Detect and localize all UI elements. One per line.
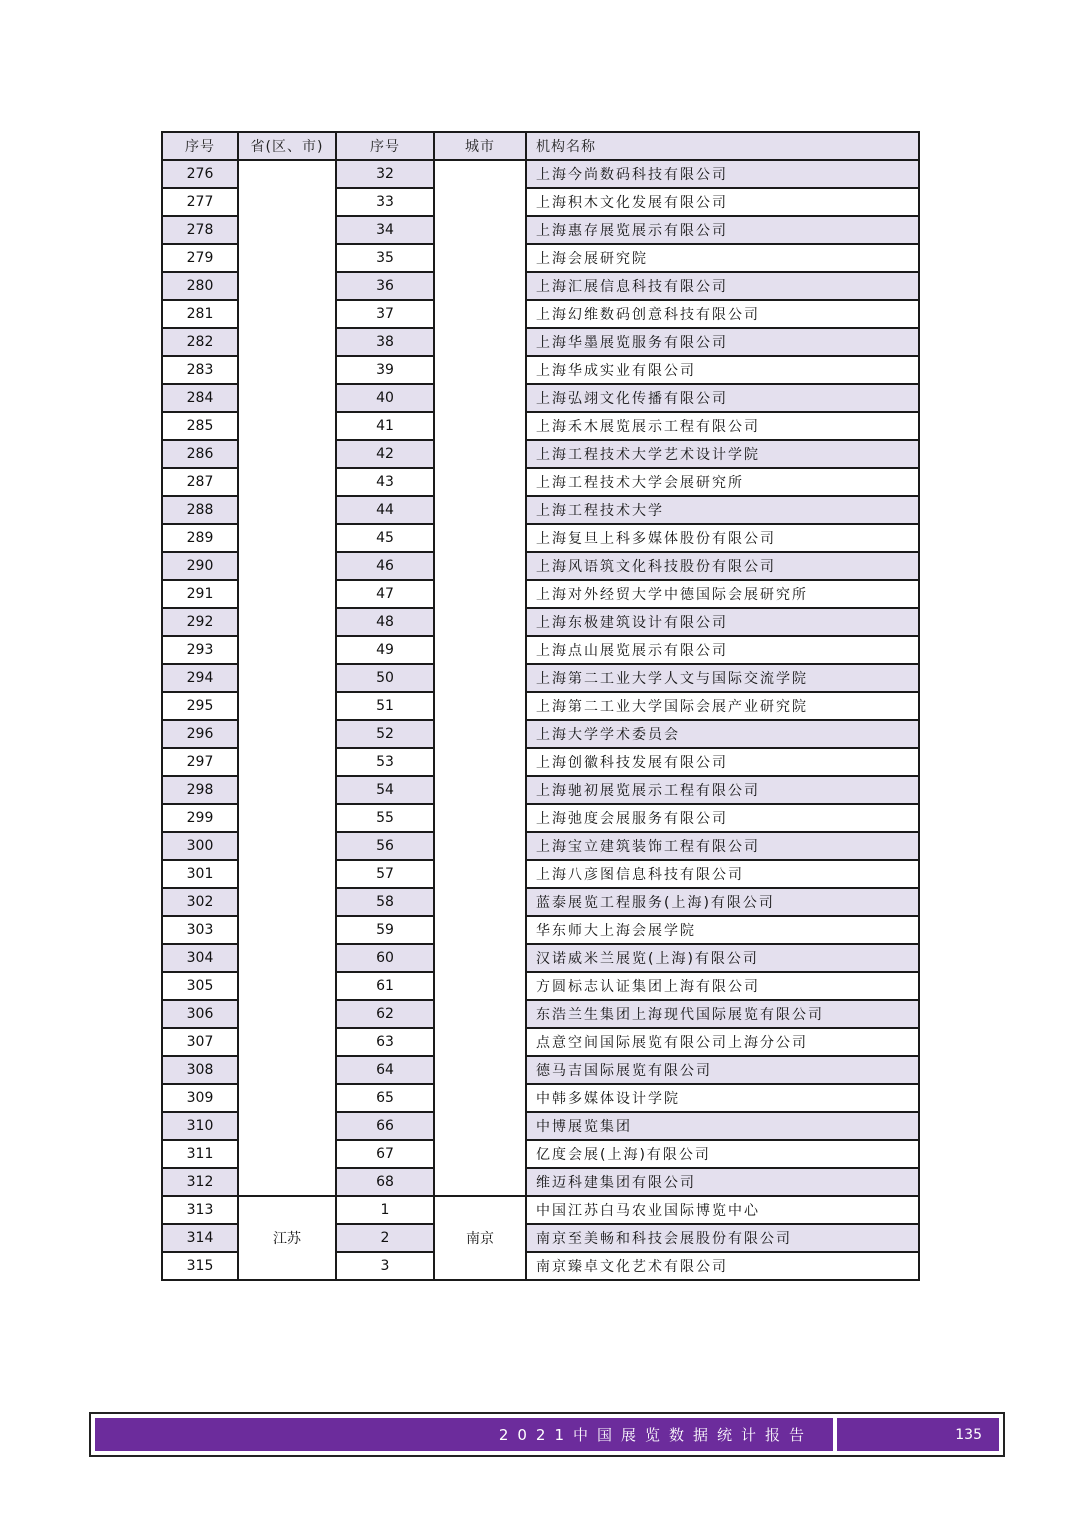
cell-sub-seq: 42 [336, 440, 434, 468]
cell-sub-seq: 53 [336, 748, 434, 776]
cell-org-name: 上海点山展览展示有限公司 [526, 636, 919, 664]
cell-org-name: 上海第二工业大学人文与国际交流学院 [526, 664, 919, 692]
cell-org-name: 上海工程技术大学艺术设计学院 [526, 440, 919, 468]
cell-seq: 298 [162, 776, 238, 804]
cell-seq: 311 [162, 1140, 238, 1168]
cell-sub-seq: 55 [336, 804, 434, 832]
cell-seq: 301 [162, 860, 238, 888]
cell-seq: 294 [162, 664, 238, 692]
cell-org-name: 上海大学学术委员会 [526, 720, 919, 748]
cell-sub-seq: 46 [336, 552, 434, 580]
cell-sub-seq: 51 [336, 692, 434, 720]
cell-sub-seq: 57 [336, 860, 434, 888]
footer-title-bar [95, 1418, 833, 1451]
cell-org-name: 上海驰初展览展示工程有限公司 [526, 776, 919, 804]
cell-seq: 307 [162, 1028, 238, 1056]
cell-org-name: 上海禾木展览展示工程有限公司 [526, 412, 919, 440]
cell-sub-seq: 62 [336, 1000, 434, 1028]
cell-sub-seq: 43 [336, 468, 434, 496]
cell-org-name: 上海华成实业有限公司 [526, 356, 919, 384]
cell-sub-seq: 40 [336, 384, 434, 412]
cell-org-name: 点意空间国际展览有限公司上海分公司 [526, 1028, 919, 1056]
cell-seq: 293 [162, 636, 238, 664]
cell-org-name: 上海汇展信息科技有限公司 [526, 272, 919, 300]
cell-city [434, 160, 526, 1196]
page-number: 135 [955, 1426, 982, 1443]
cell-sub-seq: 56 [336, 832, 434, 860]
cell-org-name: 上海幻维数码创意科技有限公司 [526, 300, 919, 328]
cell-sub-seq: 32 [336, 160, 434, 188]
cell-org-name: 上海惠存展览展示有限公司 [526, 216, 919, 244]
footer-page-bar [837, 1418, 999, 1451]
cell-sub-seq: 54 [336, 776, 434, 804]
cell-org-name: 上海工程技术大学 [526, 496, 919, 524]
cell-sub-seq: 58 [336, 888, 434, 916]
cell-seq: 305 [162, 972, 238, 1000]
cell-seq: 312 [162, 1168, 238, 1196]
cell-org-name: 上海第二工业大学国际会展产业研究院 [526, 692, 919, 720]
cell-seq: 283 [162, 356, 238, 384]
cell-org-name: 上海华墨展览服务有限公司 [526, 328, 919, 356]
cell-org-name: 中韩多媒体设计学院 [526, 1084, 919, 1112]
cell-org-name: 上海今尚数码科技有限公司 [526, 160, 919, 188]
cell-seq: 315 [162, 1252, 238, 1280]
cell-sub-seq: 63 [336, 1028, 434, 1056]
cell-sub-seq: 2 [336, 1224, 434, 1252]
cell-org-name: 维迈科建集团有限公司 [526, 1168, 919, 1196]
header-sub-seq: 序号 [336, 132, 434, 160]
cell-org-name: 东浩兰生集团上海现代国际展览有限公司 [526, 1000, 919, 1028]
cell-province: 江苏 [238, 1196, 336, 1280]
cell-seq: 310 [162, 1112, 238, 1140]
cell-sub-seq: 35 [336, 244, 434, 272]
cell-org-name: 德马吉国际展览有限公司 [526, 1056, 919, 1084]
report-title: 2021中国展览数据统计报告 [498, 1426, 813, 1444]
cell-seq: 304 [162, 944, 238, 972]
cell-seq: 281 [162, 300, 238, 328]
header-city: 城市 [434, 132, 526, 160]
cell-org-name: 方圆标志认证集团上海有限公司 [526, 972, 919, 1000]
cell-org-name: 上海弛度会展服务有限公司 [526, 804, 919, 832]
cell-seq: 278 [162, 216, 238, 244]
cell-sub-seq: 3 [336, 1252, 434, 1280]
cell-sub-seq: 36 [336, 272, 434, 300]
cell-seq: 303 [162, 916, 238, 944]
table-row [162, 1196, 919, 1224]
cell-sub-seq: 39 [336, 356, 434, 384]
page-footer [89, 1412, 1005, 1457]
cell-org-name: 中博展览集团 [526, 1112, 919, 1140]
cell-sub-seq: 66 [336, 1112, 434, 1140]
cell-seq: 302 [162, 888, 238, 916]
cell-org-name: 上海积木文化发展有限公司 [526, 188, 919, 216]
cell-org-name: 上海对外经贸大学中德国际会展研究所 [526, 580, 919, 608]
cell-sub-seq: 59 [336, 916, 434, 944]
cell-sub-seq: 34 [336, 216, 434, 244]
cell-org-name: 上海宝立建筑装饰工程有限公司 [526, 832, 919, 860]
cell-org-name: 上海弘翊文化传播有限公司 [526, 384, 919, 412]
cell-seq: 288 [162, 496, 238, 524]
cell-sub-seq: 52 [336, 720, 434, 748]
cell-city: 南京 [434, 1196, 526, 1280]
cell-seq: 308 [162, 1056, 238, 1084]
cell-sub-seq: 45 [336, 524, 434, 552]
cell-seq: 277 [162, 188, 238, 216]
cell-province [238, 160, 336, 1196]
cell-seq: 284 [162, 384, 238, 412]
cell-sub-seq: 65 [336, 1084, 434, 1112]
cell-seq: 286 [162, 440, 238, 468]
cell-seq: 300 [162, 832, 238, 860]
cell-seq: 276 [162, 160, 238, 188]
cell-seq: 285 [162, 412, 238, 440]
cell-sub-seq: 37 [336, 300, 434, 328]
cell-org-name: 上海会展研究院 [526, 244, 919, 272]
cell-org-name: 亿度会展(上海)有限公司 [526, 1140, 919, 1168]
cell-seq: 279 [162, 244, 238, 272]
cell-seq: 295 [162, 692, 238, 720]
cell-sub-seq: 38 [336, 328, 434, 356]
cell-org-name: 上海复旦上科多媒体股份有限公司 [526, 524, 919, 552]
cell-sub-seq: 60 [336, 944, 434, 972]
cell-sub-seq: 68 [336, 1168, 434, 1196]
cell-seq: 296 [162, 720, 238, 748]
cell-seq: 309 [162, 1084, 238, 1112]
cell-sub-seq: 48 [336, 608, 434, 636]
cell-org-name: 蓝泰展览工程服务(上海)有限公司 [526, 888, 919, 916]
cell-sub-seq: 61 [336, 972, 434, 1000]
cell-seq: 289 [162, 524, 238, 552]
header-province: 省(区、市) [238, 132, 336, 160]
cell-seq: 280 [162, 272, 238, 300]
cell-org-name: 南京至美畅和科技会展股份有限公司 [526, 1224, 919, 1252]
cell-org-name: 华东师大上海会展学院 [526, 916, 919, 944]
cell-org-name: 汉诺威米兰展览(上海)有限公司 [526, 944, 919, 972]
cell-sub-seq: 64 [336, 1056, 434, 1084]
cell-seq: 291 [162, 580, 238, 608]
header-seq: 序号 [162, 132, 238, 160]
cell-seq: 287 [162, 468, 238, 496]
cell-org-name: 上海创徽科技发展有限公司 [526, 748, 919, 776]
table-header-row [162, 132, 919, 160]
cell-sub-seq: 44 [336, 496, 434, 524]
organizations-table [161, 131, 920, 1281]
cell-seq: 299 [162, 804, 238, 832]
cell-seq: 297 [162, 748, 238, 776]
cell-sub-seq: 33 [336, 188, 434, 216]
table-body [162, 160, 919, 1280]
cell-sub-seq: 50 [336, 664, 434, 692]
table-row [162, 160, 919, 188]
cell-sub-seq: 41 [336, 412, 434, 440]
cell-seq: 306 [162, 1000, 238, 1028]
cell-seq: 314 [162, 1224, 238, 1252]
cell-sub-seq: 49 [336, 636, 434, 664]
cell-sub-seq: 67 [336, 1140, 434, 1168]
cell-org-name: 上海工程技术大学会展研究所 [526, 468, 919, 496]
cell-org-name: 中国江苏白马农业国际博览中心 [526, 1196, 919, 1224]
cell-org-name: 上海东极建筑设计有限公司 [526, 608, 919, 636]
cell-org-name: 上海风语筑文化科技股份有限公司 [526, 552, 919, 580]
cell-org-name: 南京臻卓文化艺术有限公司 [526, 1252, 919, 1280]
header-org-name: 机构名称 [526, 132, 919, 160]
cell-sub-seq: 1 [336, 1196, 434, 1224]
cell-seq: 292 [162, 608, 238, 636]
cell-seq: 313 [162, 1196, 238, 1224]
cell-seq: 282 [162, 328, 238, 356]
cell-org-name: 上海八彦图信息科技有限公司 [526, 860, 919, 888]
cell-seq: 290 [162, 552, 238, 580]
cell-sub-seq: 47 [336, 580, 434, 608]
